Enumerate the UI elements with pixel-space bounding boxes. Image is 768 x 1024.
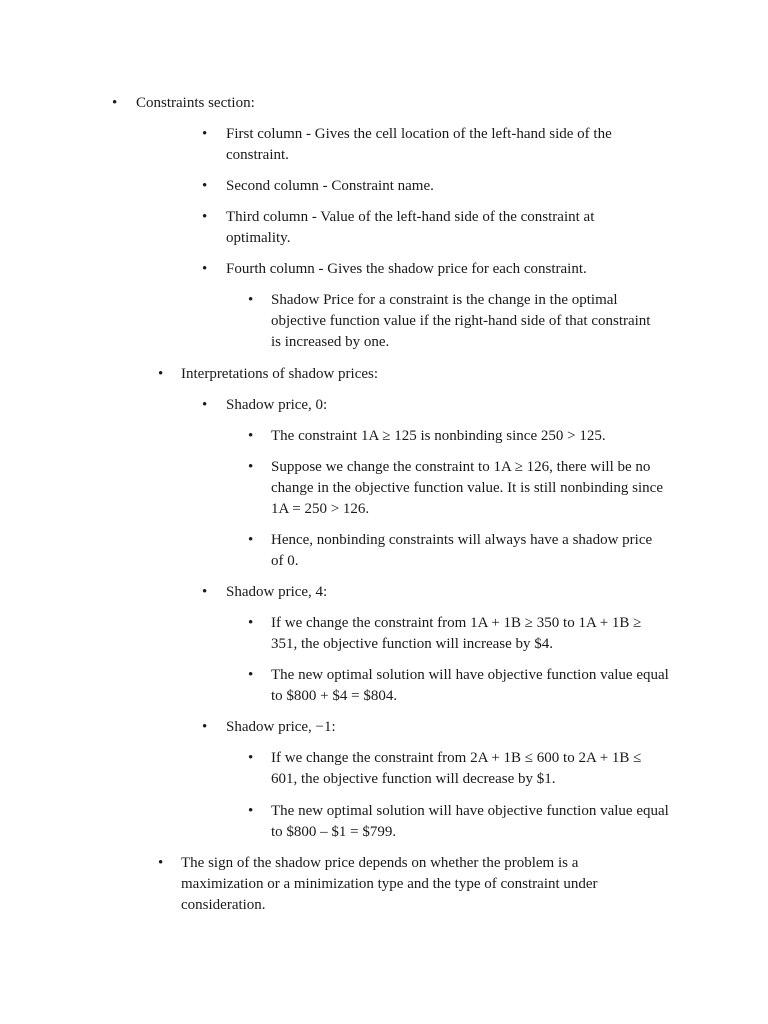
list-item-text: Constraints section:: [136, 95, 255, 111]
bullet-icon: •: [158, 366, 164, 382]
bullet-icon: •: [248, 803, 254, 819]
list-item: [248, 665, 671, 707]
bullet-icon: •: [202, 126, 208, 142]
bullet-icon: •: [248, 615, 254, 631]
list-item-text: Shadow price, 0:: [226, 397, 328, 413]
bullet-icon: •: [202, 397, 208, 413]
list-item-text: The sign of the shadow price depends on whether the problem is a maximization or a minimization type and the type of constraint under consideration.: [181, 855, 598, 913]
list-item-text: If we change the constraint from 1A + 1B ≥ 350 to 1A + 1B ≥ 351, the objective function will increase by $4.: [271, 615, 642, 652]
bullet-icon: •: [202, 719, 208, 735]
list-item-text: Shadow price, −1:: [226, 719, 336, 735]
list-item: [202, 717, 656, 738]
bullet-icon: •: [248, 750, 254, 766]
list-item: [248, 613, 671, 655]
list-item: [202, 176, 656, 197]
list-item-text: The new optimal solution will have objective function value equal to $800 + $4 = $804.: [271, 667, 669, 704]
list-item-text: Interpretations of shadow prices:: [181, 366, 379, 382]
list-item-text: The constraint 1A ≥ 125 is nonbinding since 250 > 125.: [271, 428, 606, 444]
list-item-text: If we change the constraint from 2A + 1B ≤ 600 to 2A + 1B ≤ 601, the objective function will decrease by $1.: [271, 750, 642, 787]
bullet-icon: •: [202, 261, 208, 277]
list-item: [158, 364, 661, 385]
bullet-icon: •: [248, 292, 254, 308]
list-item: [248, 457, 671, 520]
list-item: [248, 748, 671, 790]
list-item: [248, 801, 671, 843]
list-item-text: Fourth column - Gives the shadow price for each constraint.: [226, 261, 587, 277]
list-item-text: Shadow Price for a constraint is the change in the optimal objective function value if the right-hand side of that constraint is increased by one.: [271, 292, 651, 350]
bullet-icon: •: [248, 667, 254, 683]
list-item-text: First column - Gives the cell location of the left-hand side of the constraint.: [226, 126, 612, 163]
list-item: [202, 582, 656, 603]
list-item-text: Shadow price, 4:: [226, 584, 328, 600]
bullet-icon: •: [112, 95, 118, 111]
list-item: [202, 207, 646, 249]
list-item: [248, 290, 661, 353]
bullet-icon: •: [202, 209, 208, 225]
list-item-text: Third column - Value of the left-hand side of the constraint at optimality.: [226, 209, 595, 246]
list-item-text: Hence, nonbinding constraints will always have a shadow price of 0.: [271, 532, 653, 569]
bullet-icon: •: [158, 855, 164, 871]
bullet-icon: •: [202, 584, 208, 600]
list-item: [202, 124, 656, 166]
bullet-icon: •: [202, 178, 208, 194]
list-item: [248, 426, 671, 447]
list-item: [202, 395, 656, 416]
list-item: [158, 853, 641, 916]
list-item-text: Second column - Constraint name.: [226, 178, 434, 194]
list-item-text: The new optimal solution will have objective function value equal to $800 – $1 = $799.: [271, 803, 669, 840]
list-item: [202, 259, 656, 280]
list-item: [248, 530, 661, 572]
bullet-icon: •: [248, 428, 254, 444]
list-item-text: Suppose we change the constraint to 1A ≥ 126, there will be no change in the objective function value. It is still nonbinding since 1A = 250 > 126.: [271, 459, 663, 517]
list-item: [112, 93, 696, 114]
bullet-icon: •: [248, 532, 254, 548]
bullet-icon: •: [248, 459, 254, 475]
